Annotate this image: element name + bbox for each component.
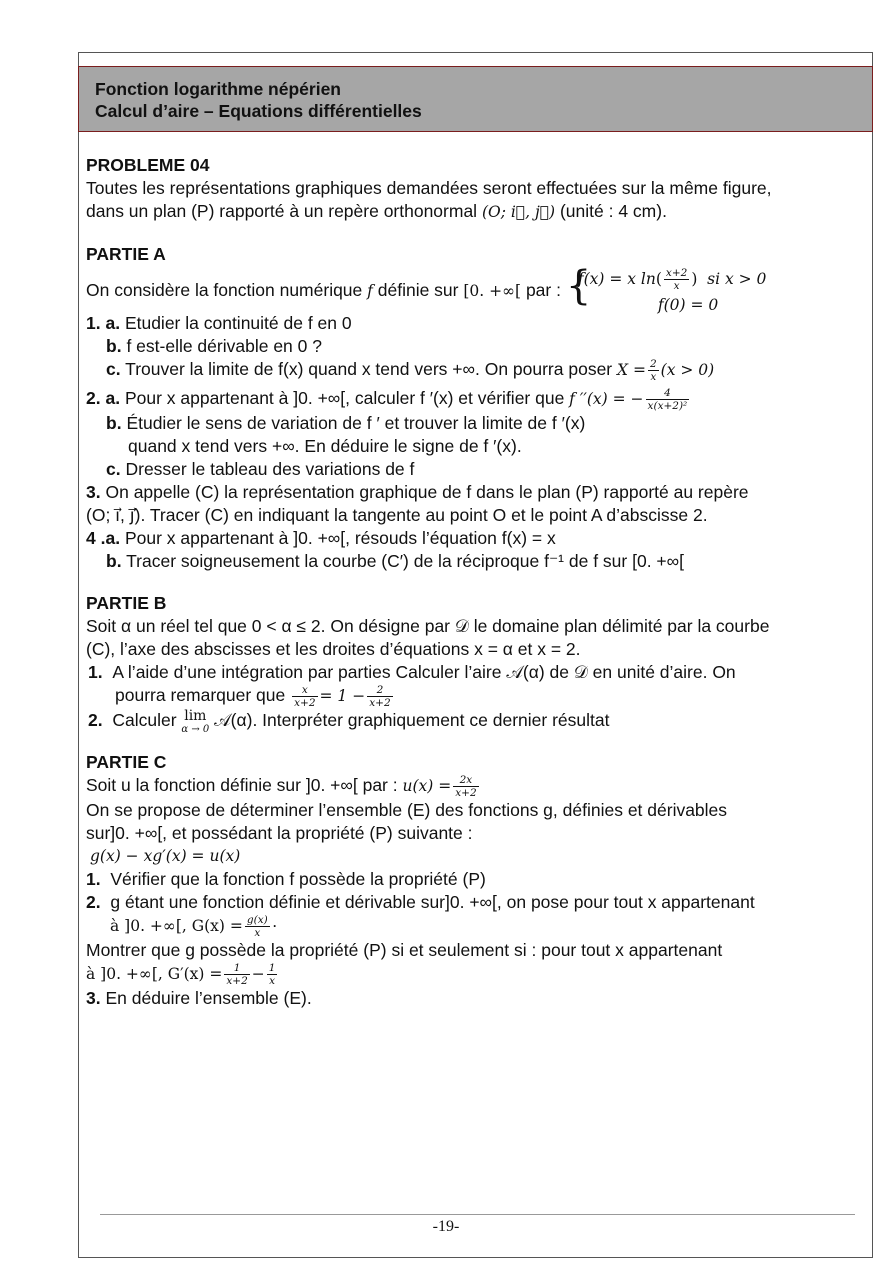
partie-c-p5: à ]0. +∞[, G′(x) = $\frac{1}{x+2}$ − $\frac{1}{x}$ (86, 962, 276, 987)
partie-b-q1-cont: pourra remarquer que $\frac{x}{x+2}$ = 1 − $\frac{2}{x+2}$ (115, 684, 391, 709)
partie-c-q3: 3. En déduire l’ensemble (E). (86, 988, 312, 1008)
header-line-1: Fonction logarithme népérien (95, 79, 341, 99)
probleme-intro-1: Toutes les représentations graphiques demandées seront effectuées sur la même figure, (86, 178, 772, 198)
question-2c: c. Dresser le tableau des variations de f (106, 459, 415, 479)
partie-a-title: PARTIE A (86, 244, 166, 264)
partie-b-title: PARTIE B (86, 593, 167, 613)
partie-c-q1: 1. Vérifier que la fonction f possède la propriété (P) (86, 869, 486, 889)
probleme-title: PROBLEME 04 (86, 155, 210, 175)
footer-divider (100, 1214, 855, 1215)
chapter-header (78, 66, 873, 132)
partie-b-q1: 1. A l’aide d’une intégration par parties Calculer l’aire 𝒜(α) de 𝒟 en unité d’aire. On (88, 662, 736, 682)
page-number: -19- (432, 1218, 460, 1235)
partie-b-p2: (C), l’axe des abscisses et les droites d’équations x = α et x = 2. (86, 639, 581, 659)
partie-c-p4: Montrer que g possède la propriété (P) si et seulement si : pour tout x appartenant (86, 940, 723, 960)
partie-c-q2: 2. g étant une fonction définie et dérivable sur]0. +∞[, on pose pour tout x appartenant (86, 892, 755, 912)
partie-c-p1: Soit u la fonction définie sur ]0. +∞[ par : u(x) = $\frac{2x}{x+2}$ (86, 774, 477, 799)
partie-b-p1: Soit α un réel tel que 0 < α ≤ 2. On désigne par 𝒟 le domaine plan délimité par la courbe (86, 616, 770, 636)
question-2b: b. Étudier le sens de variation de f ′ et trouver la limite de f ′(x) (106, 413, 586, 433)
partie-c-p2: On se propose de déterminer l’ensemble (E) des fonctions g, définies et dérivables (86, 800, 728, 820)
question-4b: b. Tracer soigneusement la courbe (C′) de la réciproque f⁻¹ de f sur [0. +∞[ (106, 551, 684, 571)
partie-c-equation: g(x) − xg′(x) = u(x) (90, 847, 241, 865)
question-2b-cont: quand x tend vers +∞. En déduire le signe de f ′(x). (128, 436, 522, 456)
document-body (86, 154, 866, 1010)
question-3-cont: (O; i⃗, j⃗). Tracer (C) en indiquant la tangente au point O et le point A d’abscisse 2. (86, 505, 708, 525)
question-1c: c. Trouver la limite de f(x) quand x tend vers +∞. On pourra poser X = $\frac{2}{x}$ (x > 0) (106, 358, 715, 383)
question-2a: 2. a. Pour x appartenant à ]0. +∞[, calculer f ′(x) et vérifier que f ′′(x) = − $\frac{4}{\text{x(x+2)²}}$ (86, 387, 688, 412)
partie-b-q2: 2. Calculer lim α → 0 𝒜(α). Interpréter graphiquement ce dernier résultat (88, 708, 610, 735)
question-1a: 1. a. Etudier la continuité de f en 0 (86, 313, 352, 333)
question-4a: 4 .a. Pour x appartenant à ]0. +∞[, résouds l’équation f(x) = x (86, 528, 556, 548)
header-line-2: Calcul d’aire – Equations différentielles (95, 101, 422, 121)
partie-c-q2-cont: à ]0. +∞[, G(x) = $\frac{g(x)}{x}$ · (110, 914, 278, 939)
partie-c-title: PARTIE C (86, 752, 167, 772)
partie-a-definition: On considère la fonction numérique f définie sur [0. +∞[ par : { f(x) = x ln( $\frac{x+2}{x}$ ) si x > 0 f(0) = 0 (86, 266, 866, 312)
question-1b: b. f est-elle dérivable en 0 ? (106, 336, 322, 356)
question-3: 3. On appelle (C) la représentation graphique de f dans le plan (P) rapporté au repère (86, 482, 749, 502)
partie-c-p3: sur]0. +∞[, et possédant la propriété (P) suivante : (86, 823, 473, 843)
function-system: { f(x) = x ln( $\frac{x+2}{x}$ ) si x > 0 f(0) = 0 (565, 263, 767, 314)
probleme-intro-2: dans un plan (P) rapporté à un repère orthonormal (O; i⃗, j⃗) (unité : 4 cm). (86, 201, 667, 221)
